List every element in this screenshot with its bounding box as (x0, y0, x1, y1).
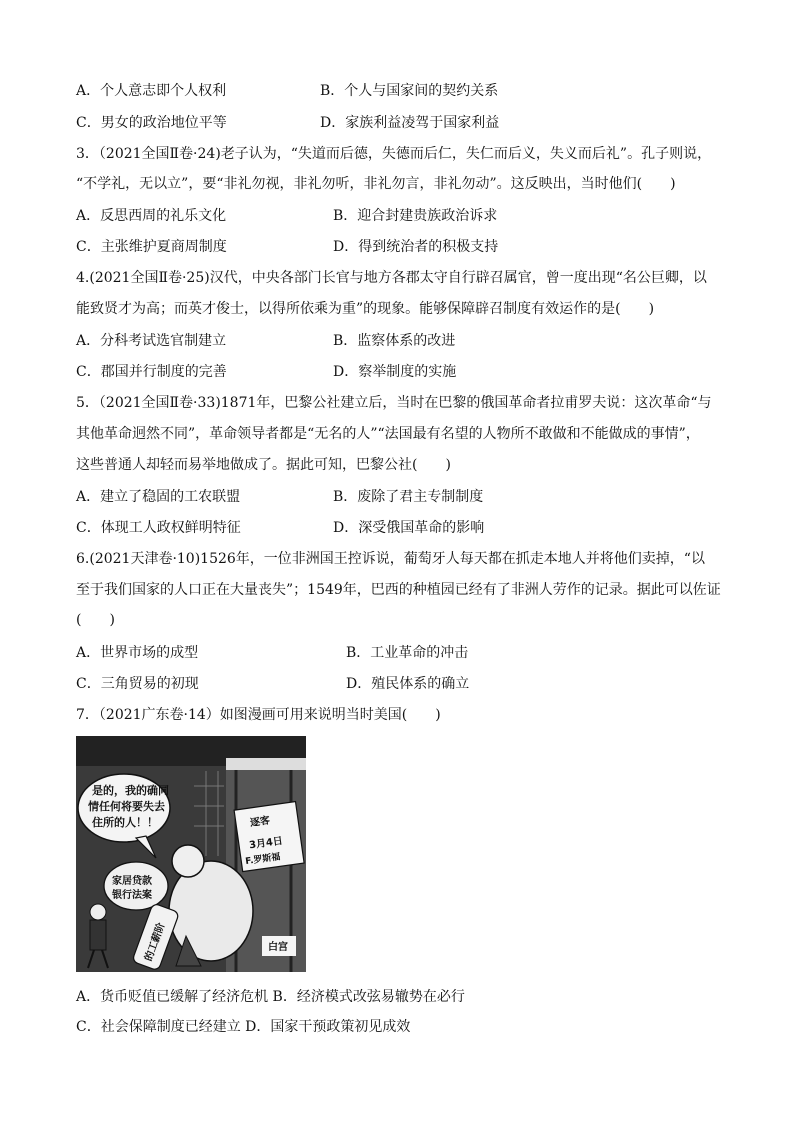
q5-option-b[interactable]: B．废除了君主专制制度 (333, 489, 484, 505)
bag-text-2: 银行法案 (112, 890, 152, 901)
door-lintel (226, 758, 306, 770)
notice-text-1: 逐客 (249, 815, 271, 830)
q5-option-d[interactable]: D．深受俄国革命的影响 (333, 520, 485, 536)
q6-option-b[interactable]: B．工业革命的冲击 (346, 645, 469, 661)
q4-option-a[interactable]: A．分科考试选官制建立 (76, 333, 227, 349)
q4-stem-line-1: 4.(2021全国Ⅱ卷·25)汉代，中央各部门长官与地方各郡太守自行辟召属官，曾一度出现“名公巨卿，以 (76, 270, 707, 286)
q4-stem-line-2: 能致贤才为高；而英才俊士，以得所依乘为重”的现象。能够保障辟召制度有效运作的是( ) (76, 301, 655, 317)
q4-option-b[interactable]: B．监察体系的改进 (333, 333, 456, 349)
q6-stem-line-1: 6.(2021天津卷·10)1526年，一位非洲国王控诉说，葡萄牙人每天都在抓走本地人并将他们卖掉，“以 (76, 551, 705, 567)
q7-cartoon (76, 736, 306, 972)
q5-stem-line-1: 5．（2021全国Ⅱ卷·33)1871年，巴黎公社建立后，当时在巴黎的俄国革命者拉甫罗夫说：这次革命“与 (76, 395, 712, 411)
notice-text-2: 3月4日 (248, 835, 284, 852)
white-house-label: 白宫 (268, 942, 288, 953)
q6-option-a[interactable]: A．世界市场的成型 (76, 645, 199, 661)
q2-option-a[interactable]: A．个人意志即个人权利 (76, 83, 227, 99)
q7-stem: 7．（2021广东卷·14）如图漫画可用来说明当时美国( ) (76, 707, 441, 723)
bubble-text-1: 是的，我的确同 (92, 784, 169, 797)
q4-option-c[interactable]: C．郡国并行制度的完善 (76, 364, 227, 380)
q6-option-c[interactable]: C．三角贸易的初现 (76, 676, 199, 692)
cartoon-drawing (76, 736, 306, 972)
q6-option-d[interactable]: D．殖民体系的确立 (346, 676, 470, 692)
q2-option-b[interactable]: B．个人与国家间的契约关系 (320, 83, 499, 99)
figure-head (172, 845, 204, 877)
eviction-notice (234, 802, 304, 872)
q5-stem-line-2: 其他革命迥然不同”，革命领导者都是“无名的人”“法国最有名望的人物所不敢做和不能做成的事情”， (76, 426, 700, 442)
paper-text: 的工薪阶 (143, 921, 168, 963)
q3-stem-line-1: 3．（2021全国Ⅱ卷·24)老子认为，“失道而后德，失德而后仁，失仁而后义，失义而后礼”。孔子则说， (76, 146, 712, 162)
small-figure-body (90, 920, 106, 950)
q5-option-a[interactable]: A．建立了稳固的工农联盟 (76, 489, 241, 505)
q3-option-b[interactable]: B．迎合封建贵族政治诉求 (333, 208, 498, 224)
q7-option-ab[interactable]: A．货币贬值已缓解了经济危机 B．经济模式改弦易辙势在必行 (76, 989, 465, 1005)
notice-text-3: F.罗斯福 (244, 852, 282, 868)
bag-text-1: 家居贷款 (112, 876, 152, 887)
q3-option-d[interactable]: D．得到统治者的积极支持 (333, 239, 499, 255)
q4-option-d[interactable]: D．察举制度的实施 (333, 364, 457, 380)
q5-stem-line-3: 这些普通人却轻而易举地做成了。据此可知，巴黎公社( ) (76, 457, 451, 473)
bubble-text-2: 情任何将要失去 (88, 800, 165, 813)
q3-option-c[interactable]: C．主张维护夏商周制度 (76, 239, 227, 255)
q5-option-c[interactable]: C．体现工人政权鲜明特征 (76, 520, 241, 536)
bubble-text-3: 住所的人！！ (92, 816, 158, 829)
q6-stem-line-3: ( ) (76, 612, 115, 628)
q3-option-a[interactable]: A．反思西周的礼乐文化 (76, 208, 227, 224)
q2-option-c[interactable]: C．男女的政治地位平等 (76, 115, 227, 131)
q2-option-d[interactable]: D．家族利益凌驾于国家利益 (320, 115, 500, 131)
small-figure-head (90, 904, 106, 920)
q6-stem-line-2: 至于我们国家的人口正在大量丧失”；1549年，巴西的种植园已经有了非洲人劳作的记录。据此可以佐证 (76, 582, 721, 598)
q3-stem-line-2: “不学礼，无以立”，要“非礼勿视，非礼勿听，非礼勿言，非礼勿动”。这反映出，当时他们( ) (76, 176, 676, 192)
q7-option-cd[interactable]: C．社会保障制度已经建立 D．国家干预政策初见成效 (76, 1019, 411, 1035)
